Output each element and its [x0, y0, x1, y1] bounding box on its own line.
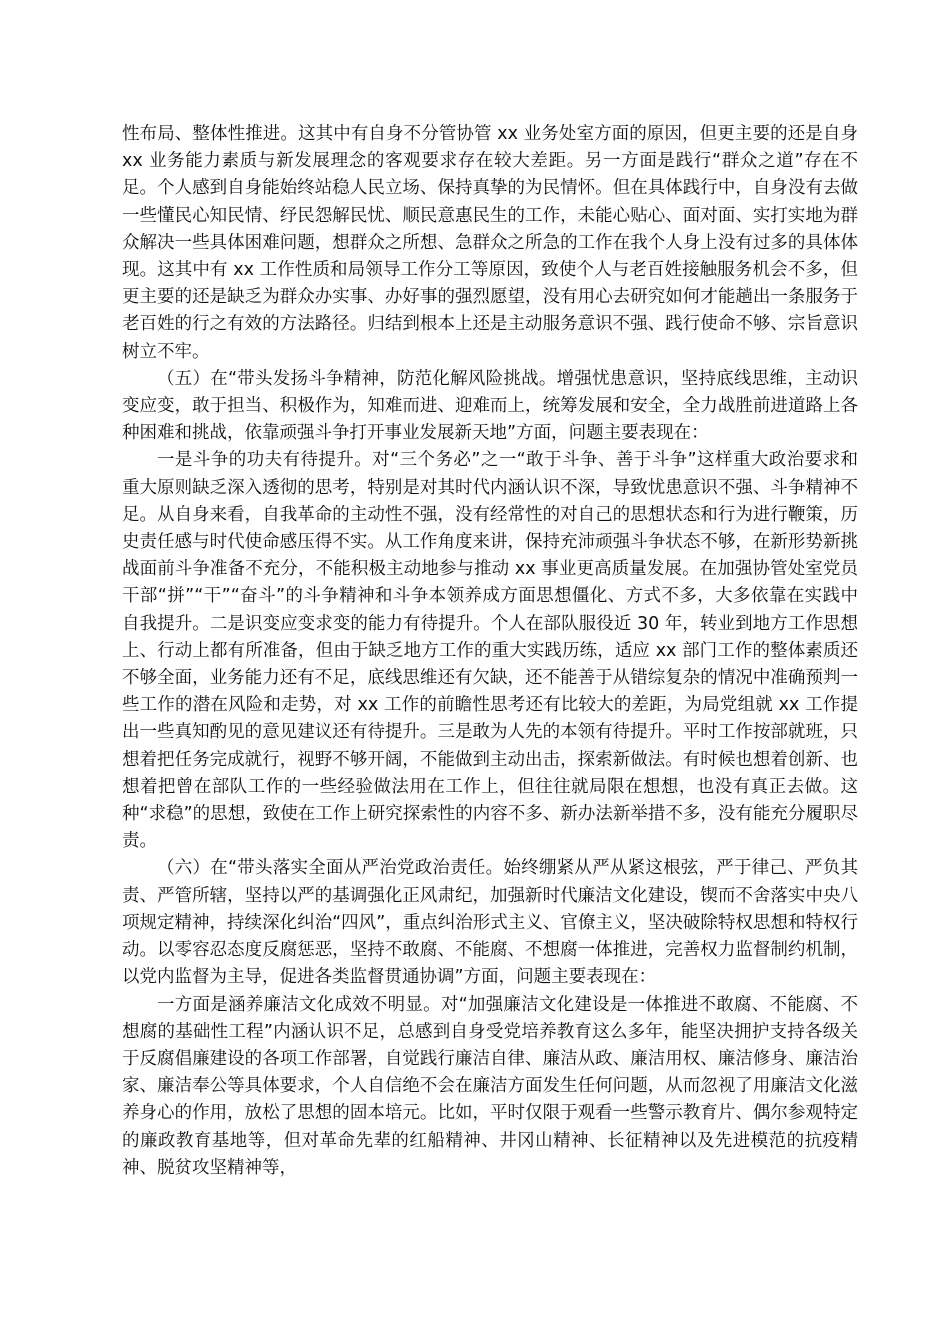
paragraph-section-six-body: 一方面是涵养廉洁文化成效不明显。对“加强廉洁文化建设是一体推进不敢腐、不能腐、不想腐的基础性工程”内涵认识不足，总感到自身受党培养教育这么多年，能坚决拥护支持各级关于反腐倡廉建设的各项工作部署，自觉践行廉洁自律、廉洁从政、廉洁用权、廉洁修身、廉洁治家、廉洁奉公等具体要求，个人自信绝不会在廉洁方面发生任何问题，从而忽视了用廉洁文化滋养身心的作用，放松了思想的固本培元。比如，平时仅限于观看一些警示教育片、偶尔参观特定的廉政教育基地等，但对革命先辈的红船精神、井冈山精神、长征精神以及先进模范的抗疫精神、脱贫攻坚精神等， [122, 994, 858, 1178]
paragraph-continuation: 性布局、整体性推进。这其中有自身不分管协管 xx 业务处室方面的原因，但更主要的还是自身 xx 业务能力素质与新发展理念的客观要求存在较大差距。另一方面是践行“群众之道”存在不足。个人感到自身能始终站稳人民立场、保持真挚的为民情怀。但在具体践行中，自身没有去做一些懂民心知民情、纾民怨解民忧、顺民意惠民生的工作，未能心贴心、面对面、实打实地为群众解决一些具体困难问题，想群众之所想、急群众之所急的工作在我个人身上没有过多的具体体现。这其中有 xx 工作性质和局领导工作分工等原因，致使个人与老百姓接触服务机会不多，但更主要的还是缺乏为群众办实事、办好事的强烈愿望，没有用心去研究如何才能趟出一条服务于老百姓的行之有效的方法路径。归结到根本上还是主动服务意识不强、践行使命不够、宗旨意识树立不牢。 [122, 124, 858, 362]
paragraph-section-six-heading: （六）在“带头落实全面从严治党政治责任。始终绷紧从严从紧这根弦，严于律己、严负其责、严管所辖，坚持以严的基调强化正风肃纪，加强新时代廉洁文化建设，锲而不舍落实中央八项规定精神，持续深化纠治“四风”，重点纠治形式主义、官僚主义，坚决破除特权思想和特权行动。以零容忍态度反腐惩恶，坚持不敢腐、不能腐、不想腐一体推进，完善权力监督制约机制，以党内监督为主导，促进各类监督贯通协调”方面，问题主要表现在： [122, 858, 858, 988]
paragraph-section-five-heading: （五）在“带头发扬斗争精神，防范化解风险挑战。增强忧患意识，坚持底线思维，主动识变应变，敢于担当、积极作为，知难而进、迎难而上，统筹发展和安全，全力战胜前进道路上各种困难和挑战，依靠顽强斗争打开事业发展新天地”方面，问题主要表现在： [122, 368, 858, 444]
paragraph-section-five-body: 一是斗争的功夫有待提升。对“三个务必”之一“敢于斗争、善于斗争”这样重大政治要求和重大原则缺乏深入透彻的思考，特别是对其时代内涵认识不深，导致忧患意识不强、斗争精神不足。从自身来看，自我革命的主动性不强，没有经常性的对自己的思想状态和行为进行鞭策，历史责任感与时代使命感压得不实。从工作角度来讲，保持充沛顽强斗争状态不够，在新形势新挑战面前斗争准备不充分，不能积极主动地参与推动 xx 事业更高质量发展。在加强协管处室党员干部“拼”“干”“奋斗”的斗争精神和斗争本领养成方面思想僵化、方式不多，大多依靠在实践中自我提升。二是识变应变求变的能力有待提升。个人在部队服役近 30 年，转业到地方工作思想上、行动上都有所准备，但由于缺乏地方工作的重大实践历练，适应 xx 部门工作的整体素质还不够全面，业务能力还有不足，底线思维还有欠缺，还不能善于从错综复杂的情况中准确预判一些工作的潜在风险和走势，对 xx 工作的前瞻性思考还有比较大的差距，为局党组就 xx 工作提出一些真知酌见的意见建议还有待提升。三是敢为人先的本领有待提升。平时工作按部就班，只想着把任务完成就行，视野不够开阔，不能做到主动出击，探索新做法。有时候也想着创新、也想着把曾在部队工作的一些经验做法用在工作上，但往往就局限在想想，也没有真正去做。这种“求稳”的思想，致使在工作上研究探索性的内容不多、新办法新举措不多，没有能充分履职尽责。 [122, 450, 858, 852]
document-body [122, 121, 858, 1182]
